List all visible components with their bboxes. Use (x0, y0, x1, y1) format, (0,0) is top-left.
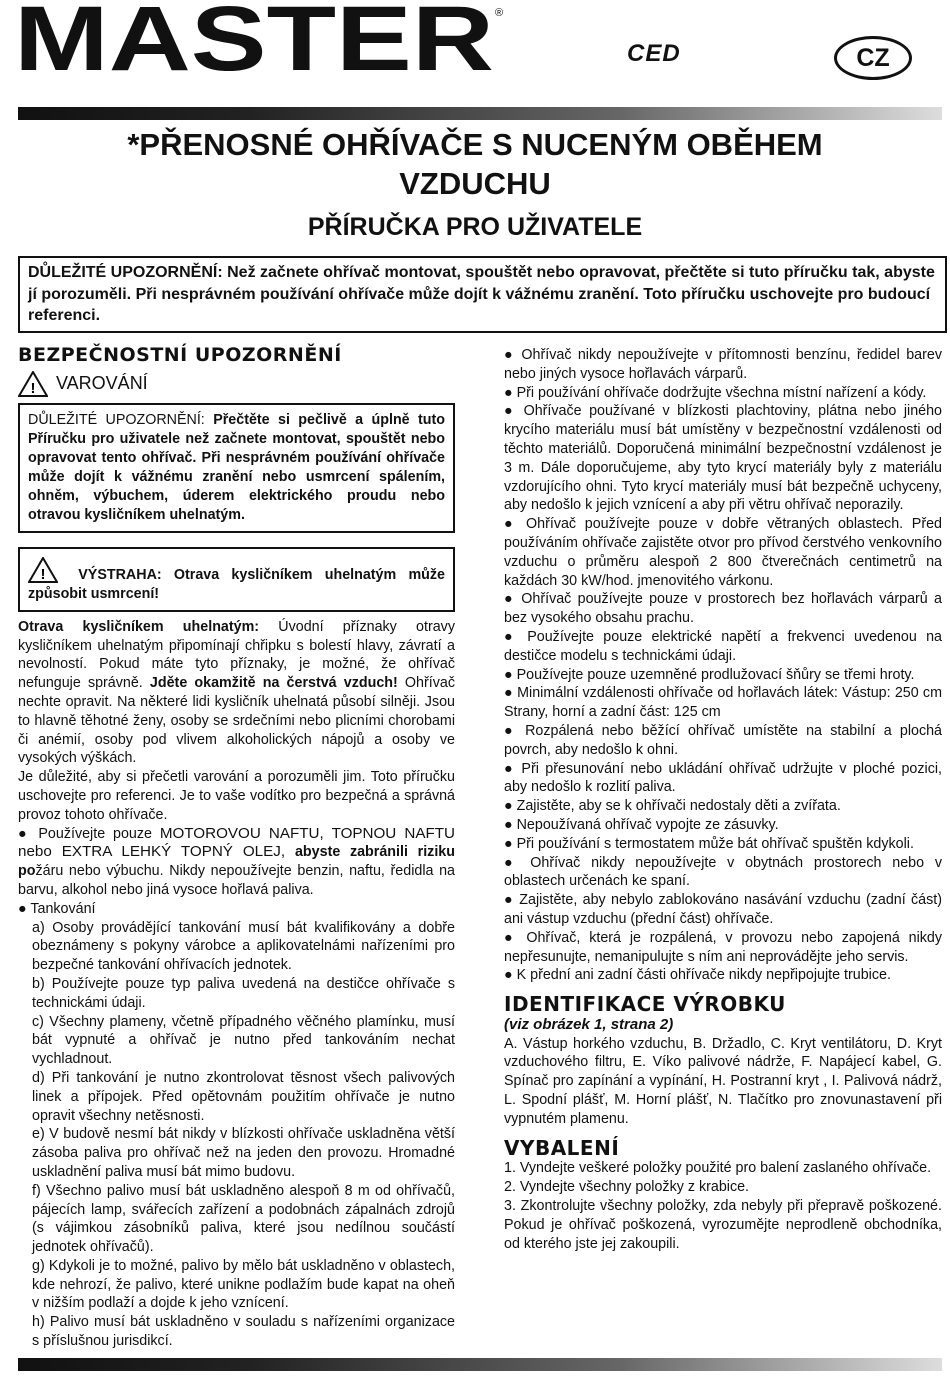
fuel-rest: žáru nebo výbuchu. Nikdy nepoužívejte benzin, naftu, ředidla na barvu, alkohol nebo jiná vysoce hořlavá paliva. (18, 863, 455, 898)
safety-heading: BEZPEČNOSTNÍ UPOZORNĚNÍ (18, 344, 342, 366)
warning-box-text: Přečtěte si pečlivě a úplně tuto Příručku pro uživatele než začnete montovat, spouštět nebo opravovat tento ohřívač. Při nesprávném používání ohřívače může dojít k vážnému zranění nebo usmrcení spálením, ohněm, výbuchem, úderem elektrického proudu nebo otravou kysličníkem uhelnatým. (28, 411, 445, 523)
safety-bullet: ● Ohřívač nikdy nepoužívejte v obytnách prostorech nebo v oblastech určenách ke spaní. (504, 854, 942, 890)
top-gradient-bar (18, 107, 942, 120)
unpacking-item: 2. Vyndejte všechny položky z krabice. (504, 1179, 750, 1196)
safety-bullet: ● Ohřívač nikdy nepoužívejte v přítomnosti benzínu, ředidel barev nebo jiných vysoce hořlavách várparů. (504, 347, 942, 382)
safety-bullet: ● Zajistěte, aby se k ohřívači nedostaly děti a zvířata. (504, 798, 841, 815)
safety-bullet: ● Ohřívač používejte pouze v prostorech bez hořlavách várparů a bez vysokého obsahu prachu. (504, 591, 942, 627)
title-line-1: *PŘENOSNÉ OHŘÍVAČE S NUCENÝM OBĚHEM (127, 127, 823, 162)
country-badge: CZ (834, 36, 912, 80)
title-line-2: VZDUCHU (399, 166, 551, 201)
fuel-intro: ● Používejte pouze (18, 825, 160, 842)
unpacking-item: 1. Vyndejte veškeré položky použité pro balení zaslaného ohřívače. (504, 1160, 932, 1177)
safety-bullet: ● Ohřívač používejte pouze v dobře větraných oblastech. Před používáním ohřívače zajistěte otvor pro přívod čerstvého venkovního vzduchu o průměru alespoň 2 800 čtverečnách centimetrů na každách 30 kW/hod. jmenovitého várkonu. (504, 516, 942, 589)
warning-box-lead: DŮLEŽITÉ UPOZORNĚNÍ: (28, 411, 205, 428)
warning-label: VAROVÁNÍ (56, 373, 148, 394)
refuel-item: c) Všechny plameny, včetně případného věčného plamínku, musí bát vypnuté a ohřívač je nutno před tankováním nechat vychladnout. (32, 1013, 455, 1068)
co-paragraph (18, 618, 455, 768)
co-lead: Otrava kysličníkem uhelnatým: (18, 618, 260, 635)
safety-bullet: ● Ohřívače používané v blízkosti plachtoviny, plátna nebo jiného krycího materiálu musí bát umístěny v bezpečnostní vzdálenosti od těchto materiálů. Doporučená minimální bezpečnostní vzdálenost je 3 m. Dále doporučujeme, aby tyto krycí materiály byly z materiálu vzdorujícího ohni. Tyto krycí materiály musí bát bezpečně uchyceny, aby nedošlo k jejich vznícení a aby při větru ohřívač neporazily. (504, 403, 942, 514)
identification-heading: IDENTIFIKACE VÝROBKU (504, 992, 786, 1017)
unpacking-list (504, 1159, 942, 1253)
safety-bullet: ● Při používání ohřívače dodržujte všechna místní nařízení a kódy. (504, 384, 927, 401)
safety-bullet: ● Při přesunování nebo ukládání ohřívač udržujte v ploché pozici, aby nedošlo k rozlití paliva. (504, 760, 942, 796)
caution-text: VÝSTRAHA: Otrava kysličníkem uhelnatým může způsobit usmrcení! (28, 566, 446, 602)
safety-bullet: ● K přední ani zadní části ohřívače nikdy nepřipojujte trubice. (504, 967, 891, 984)
svg-text:®: ® (495, 7, 504, 19)
safety-bullet: ● Při používání s termostatem může bát ohřívač spuštěn kdykoli. (504, 835, 914, 852)
identification-text: A. Vástup horkého vzduchu, B. Držadlo, C. Kryt ventilátoru, D. Kryt vzduchového filtru, E. Víko palivové nádrže, F. Napájecí kabel, G. Spínač pro zapínání a vypínání, H. Postranní kryt , I. Palivová nádrž, L. Spodní plášť, M. Horní plášť, N. Tlačítko pro znovunastavení při vypnutém plamenu. (504, 1035, 942, 1127)
safety-bullet: ● Používejte pouze elektrické napětí a frekvenci uvedenou na destičce modelu s technickámi údaji. (504, 628, 942, 664)
important-lead: DŮLEŽITÉ UPOZORNĚNÍ: (28, 264, 223, 281)
left-column (18, 346, 455, 1351)
refuel-item: e) V budově nesmí bát nikdy v blízkosti ohřívače uskladněna větší zásoba paliva pro ohřívač než na jeden den provozu. Hromadné uskladnění paliva musí bát mimo budovu. (32, 1126, 455, 1180)
unpacking-item: 3. Zkontrolujte všechny položky, zda nebyly při přepravě poškozené. Pokud je ohřívač poškozená, vyrozumějte neprodleně obchodníka, od kterého jste jej zakoupili. (504, 1198, 942, 1252)
unpacking-heading: VYBALENÍ (504, 1135, 620, 1160)
safety-bullet: ● Používejte pouze uzemněné prodlužovací šňůry se třemi hroty. (504, 666, 915, 683)
refuel-title: ● Tankování (18, 900, 96, 917)
safety-bullet: ● Minimální vzdálenosti ohřívače od hořlavách látek: Vástup: 250 cm Strany, horní a zadní část: 125 cm (504, 685, 942, 721)
safety-bullet: ● Zajistěte, aby nebylo zablokováno nasávání vzduchu (zadní část) ani vástup vzduchu (přední část) ohřívače. (504, 892, 942, 927)
master-logo (14, 4, 504, 76)
co-text-1: Úvodní příznaky otravy kysličníkem uhelnatým připomínají chřipku s bolestí hlavy, závratí a nevolností. Pokud máte tyto příznaky, je možné, že ohřívač nefunguje správně. (18, 618, 455, 692)
refuel-list (18, 919, 455, 1351)
co-text-2: Ohřívač nechte opravit. Na některé lidi kysličník uhelnatá působí silněji. Jsou to hlavně těhotné ženy, osoby se srdečními nebo plicními chorobami či anémií, osoby pod vlivem alkoholických nápojů a osoby ve vysokých výškách. (18, 675, 455, 767)
model-code: CED (627, 40, 681, 67)
caution-box (18, 547, 455, 612)
fuel-bold: abyste zabránili riziku po (18, 844, 455, 880)
svg-text:!: ! (30, 379, 36, 397)
warning-box (18, 403, 455, 533)
important-text: Než začnete ohřívač montovat, spouštět nebo opravovat, přečtěte si tuto příručku tak, abyste jí porozuměli. Při nesprávném používání ohřívače může dojít k vážnému zranění. Toto příručku uschovejte pro budoucí referenci. (28, 264, 935, 324)
document-title (0, 125, 950, 203)
bottom-gradient-bar (18, 1358, 942, 1371)
co-bold: Jděte okamžitě na čerstvá vzduch! (149, 675, 398, 692)
refuel-item: f) Všechno palivo musí bát uskladněno alespoň 8 m od ohřívačů, pájecích lamp, svářecích zařízení a podobnách zápalnách zdrojů (s vájimkou zásobníků paliva, které jsou nedílnou součástí jednotek ohřívačů). (32, 1182, 455, 1256)
fuel-types: MOTOROVOU NAFTU, TOPNOU NAFTU nebo EXTRA LEHKÝ TOPNÝ OLEJ, (18, 824, 456, 861)
safety-bullet: ● Rozpálená nebo běžící ohřívač umístěte na stabilní a plochá povrch, aby nedošlo k ohni. (504, 722, 942, 758)
document-subtitle: PŘÍRUČKA PRO UŽIVATELE (307, 213, 643, 241)
refuel-item: b) Používejte pouze typ paliva uvedená na destičce ohřívače s technickámi údaji. (32, 975, 455, 1011)
identification-subheading: (viz obrázek 1, strana 2) (504, 1015, 674, 1033)
svg-text:MASTER: MASTER (14, 4, 494, 76)
refuel-item: d) Při tankování je nutno zkontrolovat těsnost všech palivových linek a přípojek. Před opětovnám použitím ohřívače je nutno opravit všechny netěsnosti. (32, 1069, 455, 1124)
svg-text:!: ! (40, 565, 46, 583)
important-notice-box (18, 256, 947, 333)
warning-header (18, 371, 455, 397)
refuel-item: h) Palivo musí bát uskladněno v souladu s nařízeními organizace s příslušnou jurisdikcí. (32, 1314, 455, 1350)
important-paragraph: Je důležité, aby si přečetli varování a porozuměli jim. Toto příručku uschovejte pro referenci. Je to vaše vodítko pro bezpečná a správná provoz tohoto ohřívače. (18, 769, 455, 823)
right-column (504, 346, 942, 1253)
refuel-item: a) Osoby provádějící tankování musí bát kvalifikovány a dobře obeznámeny s pokyny várobce a aplikovatelnámi nařízeními pro bezpečné tankování ohřívacích jednotek. (32, 919, 455, 974)
safety-bullet: ● Nepoužívaná ohřívač vypojte ze zásuvky. (504, 816, 779, 833)
caution-triangle-icon (28, 557, 58, 583)
fuel-paragraph (18, 825, 455, 900)
refuel-item: g) Kdykoli je to možné, palivo by mělo bát uskladněno v oblastech, kde nehrozí, že palivo, které unikne podlažím bude kapat na oheň v nižším podlaží a dojde k jeho vznícení. (32, 1257, 455, 1312)
warning-triangle-icon (18, 371, 48, 397)
safety-bullet: ● Ohřívač, která je rozpálená, v provozu nebo zapojená nikdy nepřesunujte, nemanipulujte s ním ani neprovádějte jeho servis. (504, 929, 942, 965)
